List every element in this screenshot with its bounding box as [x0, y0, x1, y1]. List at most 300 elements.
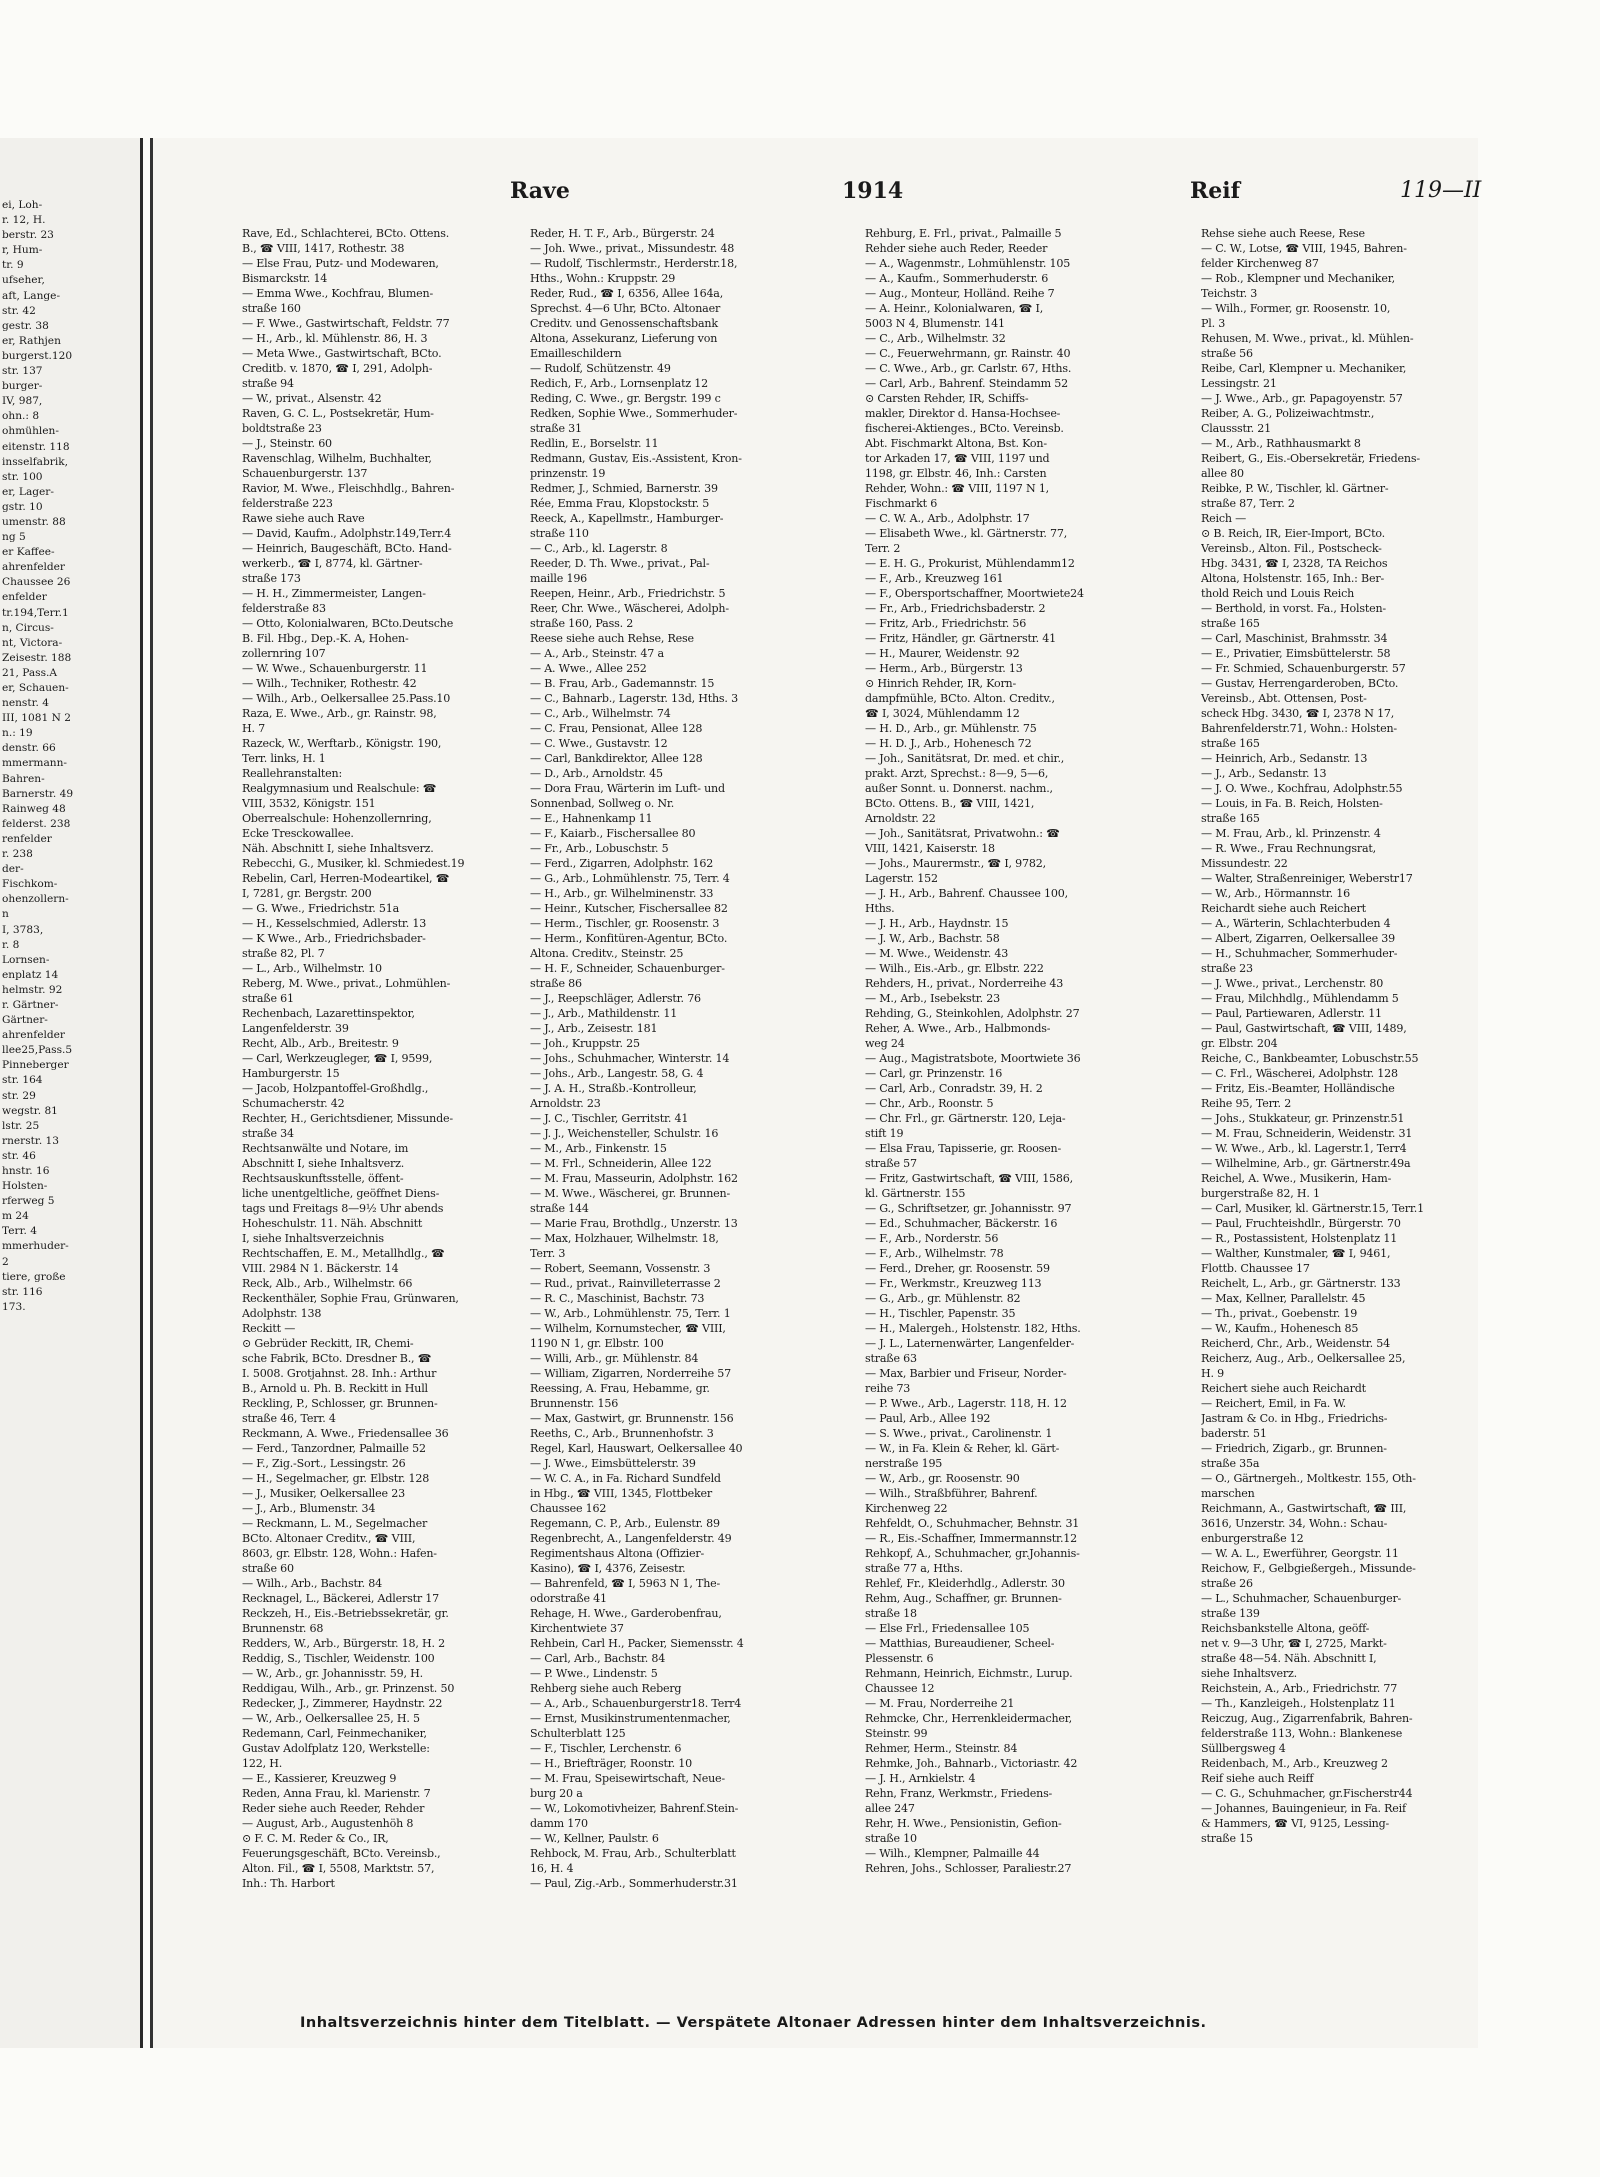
directory-line: — F., Obersportschaffner, Moortwiete24: [865, 587, 1084, 600]
directory-line: Rehage, H. Wwe., Garderobenfrau,: [530, 1607, 722, 1620]
directory-line: VIII, 1421, Kaiserstr. 18: [865, 842, 995, 855]
previous-page-line: n, Circus-: [2, 621, 54, 634]
directory-line: Claussstr. 21: [1201, 422, 1271, 435]
directory-line: Rehberg siehe auch Reberg: [530, 1682, 682, 1695]
directory-line: BCto. Ottens. B., ☎ VIII, 1421,: [865, 797, 1035, 810]
directory-line: — Fritz, Arb., Friedrichstr. 56: [865, 617, 1027, 630]
directory-line: — C. W. A., Arb., Adolphstr. 17: [865, 512, 1030, 525]
previous-page-line: hnstr. 16: [2, 1165, 50, 1177]
directory-line: nerstraße 195: [865, 1457, 943, 1470]
previous-page-line: I, 3783,: [2, 923, 44, 936]
directory-line: Ecke Tresckowallee.: [242, 827, 354, 840]
directory-line: 8603, gr. Elbstr. 128, Wohn.: Hafen-: [242, 1547, 437, 1560]
directory-line: Plessenstr. 6: [865, 1652, 934, 1665]
directory-line: — Max, Barbier und Friseur, Norder-: [865, 1367, 1067, 1380]
directory-line: Reding, C. Wwe., gr. Bergstr. 199 c: [530, 392, 721, 405]
directory-line: — Wilhelmine, Arb., gr. Gärtnerstr.49a: [1201, 1157, 1411, 1170]
directory-line: — Joh., Kruppstr. 25: [530, 1037, 640, 1050]
directory-line: sche Fabrik, BCto. Dresdner B., ☎: [242, 1352, 432, 1365]
directory-line: VIII, 3532, Königstr. 151: [242, 797, 376, 810]
directory-line: 122, H.: [242, 1757, 283, 1770]
directory-line: makler, Direktor d. Hansa-Hochsee-: [865, 407, 1061, 420]
directory-line: — Max, Gastwirt, gr. Brunnenstr. 156: [530, 1412, 734, 1425]
directory-line: straße 63: [865, 1352, 917, 1365]
directory-line: straße 34: [242, 1127, 294, 1140]
directory-line: straße 26: [1201, 1577, 1253, 1590]
directory-line: Rechtsauskunftsstelle, öffent-: [242, 1172, 404, 1185]
previous-page-line: felderst. 238: [2, 817, 71, 830]
directory-line: Reeder, D. Th. Wwe., privat., Pal-: [530, 557, 710, 570]
directory-line: Redmer, J., Schmied, Barnerstr. 39: [530, 482, 718, 495]
directory-line: — Wilh., Techniker, Rothestr. 42: [242, 677, 417, 690]
directory-line: außer Sonnt. u. Donnerst. nachm.,: [865, 782, 1053, 795]
directory-line: — C. Wwe., Gustavstr. 12: [530, 737, 668, 750]
directory-line: Arnoldstr. 22: [865, 812, 936, 825]
previous-page-line: r. Gärtner-: [2, 998, 59, 1011]
directory-line: Recht, Alb., Arb., Breitestr. 9: [242, 1037, 399, 1050]
directory-line: Reckmann, A. Wwe., Friedensallee 36: [242, 1427, 449, 1440]
column-4: [1201, 226, 1479, 1846]
header-left-keyword: Rave: [510, 178, 570, 204]
directory-line: weg 24: [865, 1037, 905, 1050]
directory-line: ⊙ Carsten Rehder, IR, Schiffs-: [865, 392, 1029, 405]
directory-line: straße 57: [865, 1157, 917, 1170]
directory-line: — Matthias, Bureaudiener, Scheel-: [865, 1637, 1055, 1650]
directory-line: Rehren, Johs., Schlosser, Paraliestr.27: [865, 1862, 1072, 1875]
directory-line: — Rud., privat., Rainvilleterrasse 2: [530, 1277, 721, 1290]
directory-line: ☎ I, 3024, Mühlendamm 12: [865, 707, 1020, 720]
directory-line: — Heinr., Kutscher, Fischersallee 82: [530, 902, 728, 915]
directory-line: — Fr. Schmied, Schauenburgerstr. 57: [1201, 662, 1406, 675]
directory-line: allee 80: [1201, 467, 1244, 480]
directory-line: Rehmann, Heinrich, Eichmstr., Lurup.: [865, 1667, 1073, 1680]
previous-page-line: er, Rathjen: [2, 334, 61, 347]
directory-line: Missundestr. 22: [1201, 857, 1288, 870]
directory-line: — Carl, Arb., Bahrenf. Steindamm 52: [865, 377, 1069, 390]
directory-line: Rehbein, Carl H., Packer, Siemensstr. 4: [530, 1637, 744, 1650]
previous-page-line: nenstr. 4: [2, 697, 49, 710]
directory-line: — Max, Kellner, Parallelstr. 45: [1201, 1292, 1366, 1305]
directory-line: — F. Wwe., Gastwirtschaft, Feldstr. 77: [242, 317, 450, 330]
directory-line: — W., Arb., Lohmühlenstr. 75, Terr. 1: [530, 1307, 731, 1320]
directory-line: — Gustav, Herrengarderoben, BCto.: [1201, 677, 1399, 690]
directory-line: — Wilh., Former, gr. Roosenstr. 10,: [1201, 302, 1391, 315]
directory-line: straße 31: [530, 422, 582, 435]
previous-page-line: str. 46: [2, 1149, 36, 1162]
previous-page-line: ng 5: [2, 531, 26, 544]
directory-line: straße 160: [242, 302, 301, 315]
directory-line: — W., Arb., gr. Johannisstr. 59, H.: [242, 1667, 423, 1680]
directory-line: — J. A. H., Straßb.-Kontrolleur,: [530, 1082, 697, 1095]
directory-line: werkerb., ☎ I, 8774, kl. Gärtner-: [242, 557, 423, 570]
directory-line: — W., Lokomotivheizer, Bahrenf.Stein-: [530, 1802, 739, 1815]
directory-line: — L., Arb., Wilhelmstr. 10: [242, 962, 382, 975]
directory-line: — Carl, Arb., Conradstr. 39, H. 2: [865, 1082, 1043, 1095]
directory-line: — R., Postassistent, Holstenplatz 11: [1201, 1232, 1398, 1245]
directory-line: & Hammers, ☎ VI, 9125, Lessing-: [1201, 1817, 1390, 1830]
directory-line: — C. Frl., Wäscherei, Adolphstr. 128: [1201, 1067, 1398, 1080]
directory-line: I, 7281, gr. Bergstr. 200: [242, 887, 372, 900]
directory-line: — Albert, Zigarren, Oelkersallee 39: [1201, 932, 1395, 945]
previous-page-line: ufseher,: [2, 274, 45, 287]
directory-line: Adolphstr. 138: [242, 1307, 322, 1320]
previous-page-line: eitenstr. 118: [2, 440, 70, 453]
directory-line: — Ernst, Musikinstrumentenmacher,: [530, 1712, 731, 1725]
directory-line: — O., Gärtnergeh., Moltkestr. 155, Oth-: [1201, 1472, 1416, 1485]
directory-line: straße 86: [530, 977, 582, 990]
directory-line: Creditv. und Genossenschaftsbank: [530, 317, 718, 330]
directory-line: — E., Privatier, Eimsbüttelerstr. 58: [1201, 647, 1391, 660]
directory-line: — Carl, Musiker, kl. Gärtnerstr.15, Terr.1: [1201, 1202, 1424, 1215]
previous-page-line: r, Hum-: [2, 244, 43, 257]
directory-line: — Johs., Arb., Langestr. 58, G. 4: [530, 1067, 704, 1080]
directory-line: Reberg, M. Wwe., privat., Lohmühlen-: [242, 977, 451, 990]
directory-line: — A., Arb., Schauenburgerstr18. Terr4: [530, 1697, 742, 1710]
directory-line: siehe Inhaltsverz.: [1201, 1667, 1297, 1680]
directory-line: Reese siehe auch Rehse, Rese: [530, 632, 694, 645]
directory-line: — Walter, Straßenreiniger, Weberstr17: [1201, 872, 1413, 885]
directory-line: Redich, F., Arb., Lornsenplatz 12: [530, 377, 709, 390]
previous-page-line: Barnerstr. 49: [2, 787, 74, 800]
directory-line: Reckitt —: [242, 1322, 296, 1335]
directory-line: — Ferd., Dreher, gr. Roosenstr. 59: [865, 1262, 1050, 1275]
directory-line: Terr. 3: [530, 1247, 566, 1260]
directory-line: Reckling, P., Schlosser, gr. Brunnen-: [242, 1397, 438, 1410]
directory-line: 16, H. 4: [530, 1862, 574, 1875]
directory-line: Redders, W., Arb., Bürgerstr. 18, H. 2: [242, 1637, 445, 1650]
directory-line: — Th., privat., Goebenstr. 19: [1201, 1307, 1358, 1320]
directory-line: Rehfeldt, O., Schuhmacher, Behnstr. 31: [865, 1517, 1080, 1530]
directory-line: Ravior, M. Wwe., Fleischhdlg., Bahren-: [242, 482, 455, 495]
directory-line: — F., Zig.-Sort., Lessingstr. 26: [242, 1457, 406, 1470]
directory-line: Brunnenstr. 156: [530, 1397, 619, 1410]
directory-line: boldtstraße 23: [242, 422, 322, 435]
directory-line: — Carl, Arb., Bachstr. 84: [530, 1652, 666, 1665]
directory-line: — C. Frau, Pensionat, Allee 128: [530, 722, 703, 735]
directory-line: Schulterblatt 125: [530, 1727, 626, 1740]
directory-line: — E., Kassierer, Kreuzweg 9: [242, 1772, 397, 1785]
directory-line: — P. Wwe., Lindenstr. 5: [530, 1667, 658, 1680]
previous-page-line: enfelder: [2, 591, 47, 604]
directory-line: — W., Kaufm., Hohenesch 85: [1201, 1322, 1359, 1335]
directory-line: — J. O. Wwe., Kochfrau, Adolphstr.55: [1201, 782, 1403, 795]
directory-line: — Heinrich, Baugeschäft, BCto. Hand-: [242, 542, 452, 555]
directory-line: — H., Malergeh., Holstenstr. 182, Hths.: [865, 1322, 1081, 1335]
directory-line: Reeths, C., Arb., Brunnenhofstr. 3: [530, 1427, 714, 1440]
directory-line: Brunnenstr. 68: [242, 1622, 324, 1635]
directory-line: — Chr. Frl., gr. Gärtnerstr. 120, Leja-: [865, 1112, 1066, 1125]
directory-line: — J. J., Weichensteller, Schulstr. 16: [530, 1127, 719, 1140]
directory-line: Terr. 2: [865, 542, 901, 555]
directory-line: — H. F., Schneider, Schauenburger-: [530, 962, 725, 975]
directory-line: — H., Kesselschmied, Adlerstr. 13: [242, 917, 427, 930]
directory-line: Reessing, A. Frau, Hebamme, gr.: [530, 1382, 710, 1395]
previous-page-line: gestr. 38: [2, 319, 49, 332]
directory-line: — Joh., Sanitätsrat, Dr. med. et chir.,: [865, 752, 1065, 765]
directory-line: Teichstr. 3: [1201, 287, 1258, 300]
previous-page-line: berstr. 23: [2, 229, 54, 242]
directory-line: — Friedrich, Zigarb., gr. Brunnen-: [1201, 1442, 1387, 1455]
directory-line: Reif siehe auch Reiff: [1201, 1772, 1314, 1785]
directory-line: enburgerstraße 12: [1201, 1532, 1304, 1545]
previous-page-line: er Kaffee-: [2, 546, 55, 559]
directory-line: ⊙ F. C. M. Reder & Co., IR,: [242, 1832, 389, 1845]
directory-line: 5003 N 4, Blumenstr. 141: [865, 317, 1005, 330]
previous-page-line: str. 29: [2, 1089, 36, 1102]
previous-page-line: str. 137: [2, 365, 43, 378]
previous-page-line: n: [2, 908, 9, 921]
directory-line: — C., Arb., kl. Lagerstr. 8: [530, 542, 668, 555]
directory-line: — Paul, Gastwirtschaft, ☎ VIII, 1489,: [1201, 1022, 1407, 1035]
previous-page-line: umenstr. 88: [2, 515, 66, 528]
directory-line: Gustav Adolfplatz 120, Werkstelle:: [242, 1742, 430, 1755]
previous-page-line: Fischkom-: [2, 878, 58, 891]
directory-line: Redken, Sophie Wwe., Sommerhuder-: [530, 407, 738, 420]
column-2: [530, 226, 808, 1891]
directory-line: — M. Wwe., Wäscherei, gr. Brunnen-: [530, 1187, 730, 1200]
directory-line: — Aug., Magistratsbote, Moortwiete 36: [865, 1052, 1081, 1065]
previous-page-line: III, 1081 N 2: [2, 712, 71, 725]
directory-line: I. 5008. Grotjahnst. 28. Inh.: Arthur: [242, 1367, 437, 1380]
directory-line: — W., in Fa. Klein & Reher, kl. Gärt-: [865, 1442, 1060, 1455]
column-3: [865, 226, 1143, 1876]
directory-line: Reddigau, Wilh., Arb., gr. Prinzenst. 50: [242, 1682, 455, 1695]
directory-line: — A., Wagenmstr., Lohmühlenstr. 105: [865, 257, 1071, 270]
directory-line: — Emma Wwe., Kochfrau, Blumen-: [242, 287, 434, 300]
directory-line: — Carl, Werkzeugleger, ☎ I, 9599,: [242, 1052, 433, 1065]
directory-line: — Rob., Klempner und Mechaniker,: [1201, 272, 1395, 285]
previous-page-line: llee25,Pass.5: [2, 1044, 73, 1057]
directory-line: 1198, gr. Elbstr. 46, Inh.: Carsten: [865, 467, 1047, 480]
directory-line: Reiber, A. G., Polizeiwachtmstr.,: [1201, 407, 1375, 420]
directory-line: Altona. Creditv., Steinstr. 25: [530, 947, 684, 960]
directory-line: — Reichert, Emil, in Fa. W.: [1201, 1397, 1347, 1410]
directory-line: Pl. 3: [1201, 317, 1226, 330]
directory-line: — R. C., Maschinist, Bachstr. 73: [530, 1292, 705, 1305]
directory-line: burg 20 a: [530, 1787, 583, 1800]
directory-line: — A. Wwe., Allee 252: [530, 662, 647, 675]
directory-line: — A., Kaufm., Sommerhuderstr. 6: [865, 272, 1049, 285]
directory-line: Altona, Holstenstr. 165, Inh.: Ber-: [1201, 572, 1385, 585]
directory-line: straße 61: [242, 992, 294, 1005]
directory-line: — H., Tischler, Papenstr. 35: [865, 1307, 1016, 1320]
directory-line: — F., Kaiarb., Fischersallee 80: [530, 827, 696, 840]
previous-page-line: 2: [2, 1255, 9, 1268]
directory-line: — C. Wwe., Arb., gr. Carlstr. 67, Hths.: [865, 362, 1072, 375]
directory-line: — W. Wwe., Schauenburgerstr. 11: [242, 662, 428, 675]
directory-line: — M., Arb., Finkenstr. 15: [530, 1142, 667, 1155]
directory-line: — J., Steinstr. 60: [242, 437, 332, 450]
directory-line: — M., Arb., Rathhausmarkt 8: [1201, 437, 1361, 450]
directory-line: — G., Arb., Lohmühlenstr. 75, Terr. 4: [530, 872, 730, 885]
directory-line: — Marie Frau, Brothdlg., Unzerstr. 13: [530, 1217, 738, 1230]
directory-line: reihe 73: [865, 1382, 911, 1395]
directory-line: — J. L., Laternenwärter, Langenfelder-: [865, 1337, 1075, 1350]
directory-line: Rehder, Wohn.: ☎ VIII, 1197 N 1,: [865, 482, 1050, 495]
directory-line: — David, Kaufm., Adolphstr.149,Terr.4: [242, 527, 452, 540]
directory-line: — Herm., Konfitüren-Agentur, BCto.: [530, 932, 728, 945]
directory-line: B., ☎ VIII, 1417, Rothestr. 38: [242, 242, 405, 255]
directory-line: — R. Wwe., Frau Rechnungsrat,: [1201, 842, 1376, 855]
directory-line: — Chr., Arb., Roonstr. 5: [865, 1097, 994, 1110]
directory-line: — H., Briefträger, Roonstr. 10: [530, 1757, 692, 1770]
directory-line: Hths.: [865, 902, 895, 915]
previous-page-line: ahrenfelder: [2, 561, 65, 574]
directory-line: H. 9: [1201, 1367, 1224, 1380]
directory-line: — J. W., Arb., Bachstr. 58: [865, 932, 1000, 945]
directory-line: — W. Wwe., Arb., kl. Lagerstr.1, Terr4: [1201, 1142, 1407, 1155]
directory-line: straße 56: [1201, 347, 1253, 360]
directory-line: Reallehranstalten:: [242, 767, 343, 780]
directory-line: Rechter, H., Gerichtsdiener, Missunde-: [242, 1112, 453, 1125]
previous-page-line: 173.: [2, 1300, 26, 1313]
directory-line: Näh. Abschnitt I, siehe Inhaltsverz.: [242, 842, 434, 855]
directory-line: Steinstr. 99: [865, 1727, 928, 1740]
directory-line: Rehkopf, A., Schuhmacher, gr.Johannis-: [865, 1547, 1080, 1560]
directory-line: Sprechst. 4—6 Uhr, BCto. Altonaer: [530, 302, 721, 315]
previous-page-line: mmerhuder-: [2, 1240, 69, 1253]
directory-line: Rechtschaffen, E. M., Metallhdlg., ☎: [242, 1247, 445, 1260]
directory-line: — C., Arb., Wilhelmstr. 74: [530, 707, 671, 720]
directory-line: — Wilh., Eis.-Arb., gr. Elbstr. 222: [865, 962, 1044, 975]
directory-line: straße 165: [1201, 812, 1260, 825]
directory-line: — Fritz, Händler, gr. Gärtnerstr. 41: [865, 632, 1057, 645]
directory-line: Reck, Alb., Arb., Wilhelmstr. 66: [242, 1277, 413, 1290]
previous-page-line: Pinneberger: [2, 1059, 69, 1072]
directory-line: tags und Freitags 8—9½ Uhr abends: [242, 1202, 444, 1215]
directory-line: straße 94: [242, 377, 294, 390]
previous-page-line: er, Schauen-: [2, 682, 69, 694]
directory-line: Reichert siehe auch Reichardt: [1201, 1382, 1366, 1395]
directory-line: — M. Wwe., Weidenstr. 43: [865, 947, 1009, 960]
directory-line: scheck Hbg. 3430, ☎ I, 2378 N 17,: [1201, 707, 1395, 720]
directory-line: Vereinsb., Abt. Ottensen, Post-: [1201, 692, 1367, 705]
directory-line: — Herm., Tischler, gr. Roosenstr. 3: [530, 917, 720, 930]
directory-line: — Paul, Fruchteishdlr., Bürgerstr. 70: [1201, 1217, 1401, 1230]
directory-line: — M. Frl., Schneiderin, Allee 122: [530, 1157, 712, 1170]
directory-line: I, siehe Inhaltsverzeichnis: [242, 1232, 384, 1245]
directory-line: Reher, A. Wwe., Arb., Halbmonds-: [865, 1022, 1051, 1035]
directory-line: — A., Wärterin, Schlachterbuden 4: [1201, 917, 1391, 930]
directory-line: Jastram & Co. in Hbg., Friedrichs-: [1201, 1412, 1388, 1425]
directory-line: Reder, Rud., ☎ I, 6356, Allee 164a,: [530, 287, 724, 300]
directory-line: — Wilh., Arb., Bachstr. 84: [242, 1577, 382, 1590]
directory-line: Redemann, Carl, Feinmechaniker,: [242, 1727, 427, 1740]
directory-line: Chaussee 12: [865, 1682, 935, 1695]
directory-line: — L., Schuhmacher, Schauenburger-: [1201, 1592, 1402, 1605]
directory-line: — F., Arb., Wilhelmstr. 78: [865, 1247, 1004, 1260]
directory-line: Reddig, S., Tischler, Weidenstr. 100: [242, 1652, 435, 1665]
previous-page-line: tr.194,Terr.1: [2, 606, 69, 619]
directory-line: — Aug., Monteur, Holländ. Reihe 7: [865, 287, 1055, 300]
directory-line: gr. Elbstr. 204: [1201, 1037, 1278, 1050]
directory-line: — Heinrich, Arb., Sedanstr. 13: [1201, 752, 1368, 765]
directory-line: — Jacob, Holzpantoffel-Großhdlg.,: [242, 1082, 429, 1095]
directory-line: — J. Wwe., Arb., gr. Papagoyenstr. 57: [1201, 392, 1403, 405]
directory-line: BCto. Altonaer Creditv., ☎ VIII,: [242, 1532, 416, 1545]
directory-line: Regel, Karl, Hauswart, Oelkersallee 40: [530, 1442, 743, 1455]
previous-page-line: r. 238: [2, 848, 33, 861]
directory-line: — W. C. A., in Fa. Richard Sundfeld: [530, 1472, 721, 1485]
directory-line: — Fritz, Gastwirtschaft, ☎ VIII, 1586,: [865, 1172, 1073, 1185]
directory-line: Süllbergsweg 4: [1201, 1742, 1286, 1755]
directory-line: Hths., Wohn.: Kruppstr. 29: [530, 272, 676, 285]
directory-line: straße 173: [242, 572, 301, 585]
directory-line: — F., Tischler, Lerchenstr. 6: [530, 1742, 682, 1755]
directory-line: Feuerungsgeschäft, BCto. Vereinsb.,: [242, 1847, 441, 1860]
directory-line: Chaussee 162: [530, 1502, 607, 1515]
previous-page-line: insselfabrik,: [2, 455, 68, 468]
directory-line: Reich —: [1201, 512, 1247, 525]
directory-line: Regimentshaus Altona (Offizier-: [530, 1547, 705, 1560]
directory-line: prinzenstr. 19: [530, 467, 606, 480]
previous-page-line: ohenzollern-: [2, 893, 69, 906]
directory-line: straße 165: [1201, 617, 1260, 630]
directory-line: Recknagel, L., Bäckerei, Adlerstr 17: [242, 1592, 439, 1605]
directory-line: Fischmarkt 6: [865, 497, 938, 510]
directory-line: thold Reich und Louis Reich: [1201, 587, 1355, 600]
directory-line: marschen: [1201, 1487, 1255, 1500]
directory-line: — D., Arb., Arnoldstr. 45: [530, 767, 663, 780]
previous-page-line: Zeisestr. 188: [2, 651, 72, 664]
directory-line: — Joh., Sanitätsrat, Privatwohn.: ☎: [865, 827, 1060, 840]
previous-page-line: helmstr. 92: [2, 983, 63, 996]
previous-page-line: ei, Loh-: [2, 199, 43, 211]
directory-line: dampfmühle, BCto. Alton. Creditv.,: [865, 692, 1055, 705]
previous-page-line: tr. 9: [2, 259, 24, 272]
directory-line: net v. 9—3 Uhr, ☎ I, 2725, Markt-: [1201, 1637, 1387, 1650]
directory-line: Hoheschulstr. 11. Näh. Abschnitt: [242, 1217, 423, 1230]
directory-line: — Wilh., Straßbführer, Bahrenf.: [865, 1487, 1038, 1500]
column-1: [242, 226, 520, 1891]
directory-line: — Carl, gr. Prinzenstr. 16: [865, 1067, 1003, 1080]
directory-line: Reer, Chr. Wwe., Wäscherei, Adolph-: [530, 602, 729, 615]
header-year: 1914: [842, 178, 904, 204]
directory-line: — Johs., Maurermstr., ☎ I, 9782,: [865, 857, 1046, 870]
previous-page-line: ohn.: 8: [2, 410, 40, 423]
directory-line: Redecker, J., Zimmerer, Haydnstr. 22: [242, 1697, 443, 1710]
directory-line: Rehder siehe auch Reder, Reeder: [865, 242, 1048, 255]
directory-line: — Ferd., Tanzordner, Palmaille 52: [242, 1442, 426, 1455]
directory-line: — Rudolf, Schützenstr. 49: [530, 362, 671, 375]
directory-line: 1190 N 1, gr. Elbstr. 100: [530, 1337, 664, 1350]
previous-page-line: burger-: [2, 380, 43, 393]
directory-line: zollernring 107: [242, 647, 326, 660]
directory-line: — Bahrenfeld, ☎ I, 5963 N 1, The-: [530, 1577, 721, 1590]
directory-line: Reicherz, Aug., Arb., Oelkersallee 25,: [1201, 1352, 1406, 1365]
directory-line: — K Wwe., Arb., Friedrichsbader-: [242, 932, 426, 945]
directory-line: VIII. 2984 N 1. Bäckerstr. 14: [242, 1262, 399, 1275]
directory-line: straße 110: [530, 527, 589, 540]
directory-line: Rée, Emma Frau, Klopstockstr. 5: [530, 497, 710, 510]
directory-line: Reeck, A., Kapellmstr., Hamburger-: [530, 512, 724, 525]
directory-line: Reiche, C., Bankbeamter, Lobuschstr.55: [1201, 1052, 1419, 1065]
directory-line: Rehmer, Herm., Steinstr. 84: [865, 1742, 1018, 1755]
previous-page-line: Holsten-: [2, 1180, 48, 1193]
directory-line: — Ed., Schuhmacher, Bäckerstr. 16: [865, 1217, 1058, 1230]
previous-page-line: Terr. 4: [2, 1225, 37, 1238]
directory-line: straße 10: [865, 1832, 917, 1845]
directory-line: Rehr, H. Wwe., Pensionistin, Gefion-: [865, 1817, 1062, 1830]
directory-line: Reder siehe auch Reeder, Rehder: [242, 1802, 425, 1815]
directory-line: Rehbock, M. Frau, Arb., Schulterblatt: [530, 1847, 736, 1860]
directory-line: — W., Arb., Hörmannstr. 16: [1201, 887, 1350, 900]
directory-line: — William, Zigarren, Norderreihe 57: [530, 1367, 731, 1380]
directory-line: Rehmcke, Chr., Herrenkleidermacher,: [865, 1712, 1073, 1725]
directory-line: in Hbg., ☎ VIII, 1345, Flottbeker: [530, 1487, 713, 1500]
directory-line: — Reckmann, L. M., Segelmacher: [242, 1517, 428, 1530]
directory-line: — J. H., Arb., Haydnstr. 15: [865, 917, 1009, 930]
